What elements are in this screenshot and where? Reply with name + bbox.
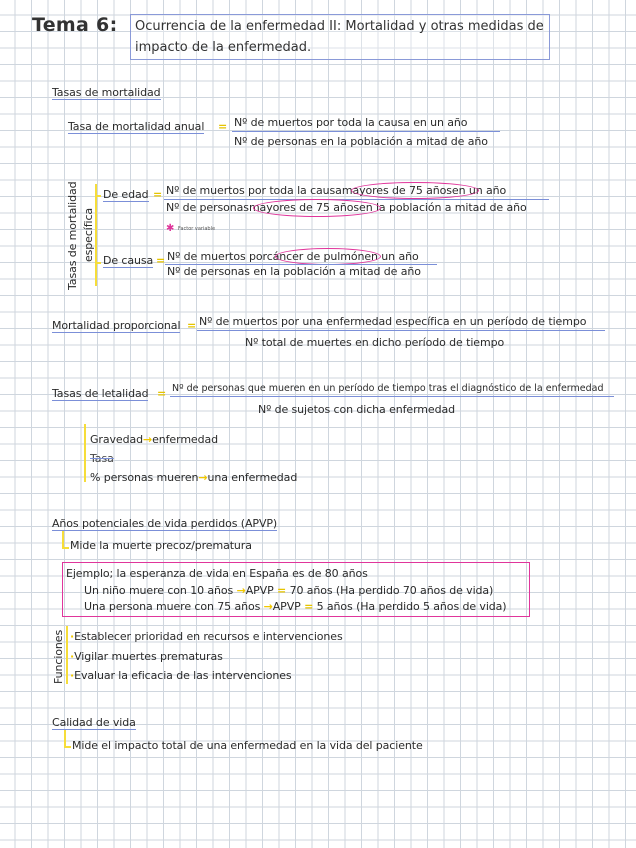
- item1-b: enfermedad: [152, 433, 219, 446]
- vertical-label-especifica: específica: [82, 207, 95, 262]
- fraction-line: [197, 330, 605, 331]
- heading-calidad: Calidad de vida: [52, 716, 136, 729]
- causa-num-c: en un año: [364, 250, 419, 263]
- arrow-right-icon: →: [263, 600, 273, 613]
- letalidad-item-2: Tasa: [90, 452, 114, 465]
- bullet-marker-icon: ·: [70, 669, 75, 682]
- letalidad-numerator: Nº de personas que mueren en un período de tiempo tras el diagnóstico de la enfermedad: [172, 383, 604, 394]
- causa-label: De causa: [103, 254, 154, 267]
- anual-label: Tasa de mortalidad anual: [68, 120, 205, 133]
- letalidad-item-3: [90, 471, 297, 484]
- heading-tasas-mortalidad: Tasas de mortalidad: [52, 86, 161, 99]
- fraction-line: [232, 131, 500, 132]
- letalidad-item-1: [90, 433, 218, 446]
- edad-label: De edad: [103, 188, 149, 201]
- factor-variable-note: Factor variable: [178, 226, 216, 232]
- edad-den-b: mayores de 75 años: [248, 201, 360, 214]
- funciones-label: Funciones: [52, 629, 65, 684]
- title-line-1: Ocurrencia de la enfermedad II: Mortalidad y otras medidas de: [135, 19, 544, 34]
- func1-text: Establecer prioridad en recursos e intervenciones: [74, 630, 343, 643]
- anual-denominator: Nº de personas en la población a mitad de año: [234, 135, 488, 148]
- yellow-tick: [64, 746, 71, 748]
- func2-text: Vigilar muertes prematuras: [74, 650, 223, 663]
- proporcional-label: Mortalidad proporcional: [52, 319, 181, 332]
- ej1-b: APVP: [245, 584, 274, 597]
- causa-num-a: Nº de muertos por: [167, 250, 267, 263]
- item3-a: % personas mueren: [90, 471, 199, 484]
- edad-num-c: en un año: [451, 184, 507, 197]
- title-line-2: impacto de la enfermedad.: [135, 40, 312, 55]
- yellow-bracket: [95, 184, 97, 286]
- edad-den-c: en la población a mitad de año: [359, 201, 527, 214]
- highlight-oval: [253, 199, 381, 217]
- fraction-line: [164, 199, 549, 200]
- arrow-right-icon: →: [236, 584, 246, 597]
- fraction-line: [170, 396, 614, 397]
- equals-sign: =: [157, 387, 167, 400]
- func3-text: Evaluar la eficacia de las intervenciones: [74, 669, 292, 682]
- causa-num-b: cáncer de pulmón: [266, 250, 365, 263]
- arrow-right-icon: →: [142, 433, 153, 446]
- bullet-marker-icon: ·: [70, 630, 75, 643]
- equals-sign: =: [304, 600, 314, 613]
- calidad-description: Mide el impacto total de una enfermedad en la vida del paciente: [72, 739, 423, 752]
- yellow-tick: [95, 262, 101, 264]
- highlight-oval: [351, 182, 479, 199]
- ej1-c: 70 años (Ha perdido 70 años de vida): [289, 584, 494, 597]
- yellow-bracket: [66, 626, 68, 684]
- equals-sign: =: [156, 254, 166, 267]
- yellow-tick: [62, 547, 69, 549]
- equals-sign: =: [153, 188, 163, 201]
- arrow-right-icon: →: [198, 471, 208, 484]
- bullet-marker-icon: ·: [70, 650, 75, 663]
- item1-a: Gravedad: [90, 433, 143, 446]
- ej2-c: 5 años (Ha perdido 5 años de vida): [316, 600, 507, 613]
- heading-apvp: Años potenciales de vida perdidos (APVP): [52, 517, 278, 530]
- funcion-3: [70, 669, 292, 682]
- apvp-description: Mide la muerte precoz/prematura: [70, 539, 252, 552]
- highlight-oval: [275, 248, 381, 265]
- example-line: Ejemplo; la esperanza de vida en España es de 80 años: [66, 567, 368, 580]
- equals-sign: =: [277, 584, 287, 597]
- edad-num-a: Nº de muertos por toda la causa: [166, 184, 342, 197]
- funcion-1: [70, 630, 343, 643]
- edad-num-b: mayores de 75 años: [341, 184, 452, 197]
- proporcional-denominator: Nº total de muertes en dicho período de tiempo: [245, 336, 505, 349]
- item3-b: una enfermedad: [207, 471, 298, 484]
- letalidad-denominator: Nº de sujetos con dicha enfermedad: [258, 403, 455, 416]
- vertical-label-tasas: Tasas de mortalidad: [66, 181, 79, 290]
- edad-den-a: Nº de personas: [166, 201, 249, 214]
- tema-title: Tema 6:: [32, 14, 118, 36]
- ej1-a: Un niño muere con 10 años: [84, 584, 234, 597]
- causa-denominator: Nº de personas en la población a mitad de año: [167, 265, 421, 278]
- equals-sign: =: [187, 319, 197, 332]
- equals-sign: =: [218, 120, 228, 133]
- proporcional-numerator: Nº de muertos por una enfermedad específica en un período de tiempo: [199, 315, 587, 328]
- letalidad-label: Tasas de letalidad: [52, 387, 149, 400]
- ej2-b: APVP: [272, 600, 301, 613]
- anual-numerator: Nº de muertos por toda la causa en un año: [234, 116, 468, 129]
- example-1: [84, 584, 493, 597]
- funcion-2: [70, 650, 223, 663]
- ej2-a: Una persona muere con 75 años: [84, 600, 261, 613]
- yellow-tick: [95, 195, 101, 197]
- asterisk-icon: ✱: [166, 223, 175, 234]
- yellow-bracket: [84, 424, 86, 482]
- example-2: [84, 600, 507, 613]
